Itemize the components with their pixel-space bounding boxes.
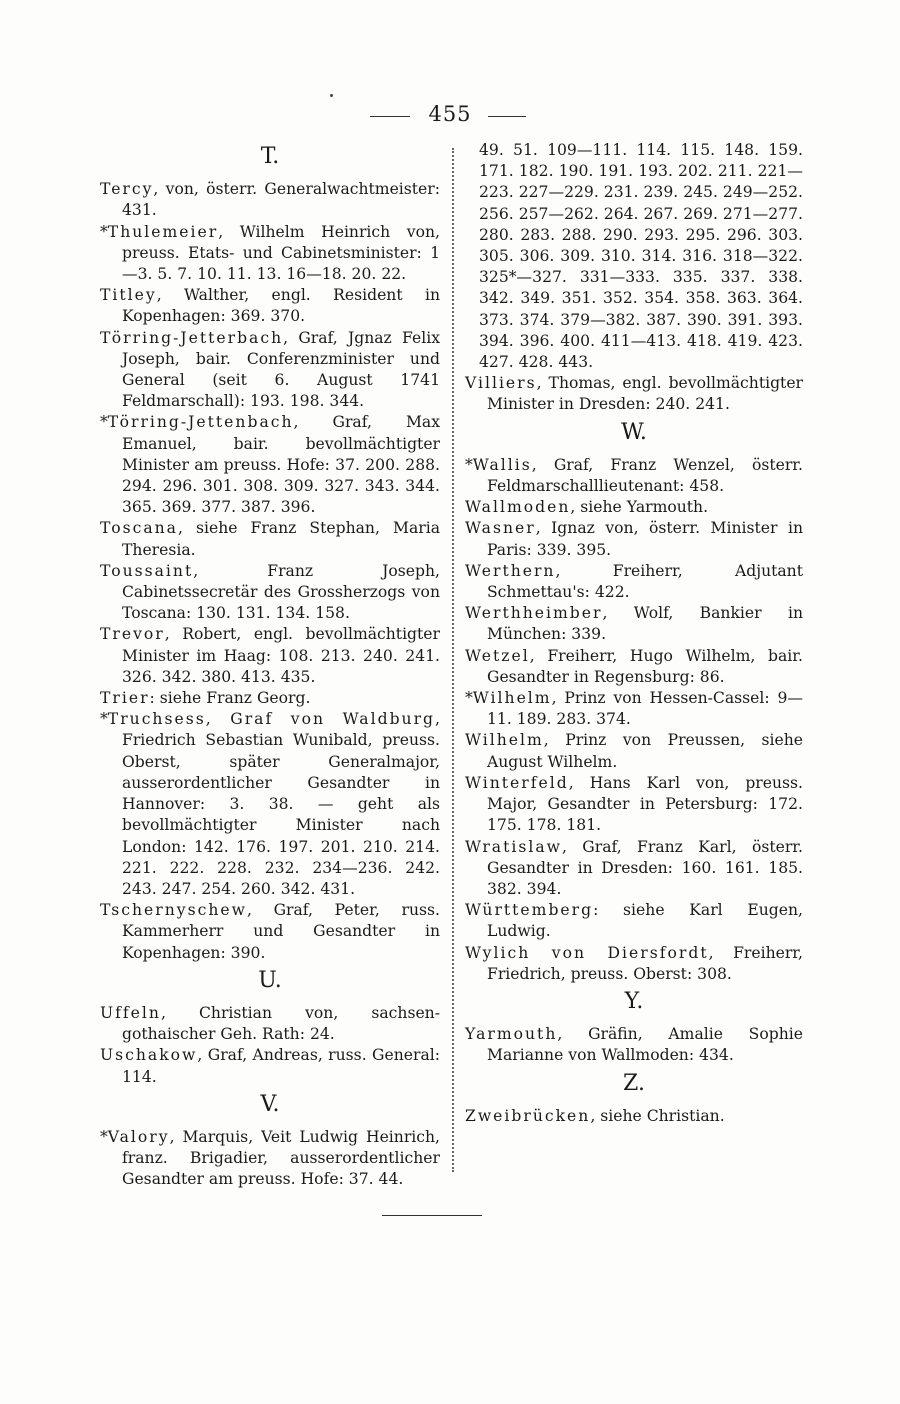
entry-name: Wetzel [465,646,530,665]
section-letter: T. [260,144,280,169]
left-column [100,140,440,1191]
section-letter: U. [258,967,282,993]
page-header [0,100,900,130]
entry-text: , Robert, engl. bevollmächtigter Minister im Haag: 108. 213. 240. 241. 326. 342. 380. 413. 435. [122,625,440,686]
index-entry [465,455,803,497]
entry-text: , Marquis, Veit Ludwig Heinrich, franz. Brigadier, ausserordentlicher Gesandter am preuss. Hofe: 37. 44. [122,1127,440,1189]
index-entry [100,1045,440,1087]
entry-name: Yarmouth [465,1025,558,1044]
entry-name: Toscana [100,519,178,538]
entry-text: , Graf, Franz Karl, österr. Gesandter in Dresden: 160. 161. 185. 382. 394. [487,837,803,898]
index-entry [100,518,440,560]
section-letter: W. [621,419,647,445]
index-entry [100,624,440,688]
page-number: 455 [428,102,472,126]
entry-name: Werthheimber [465,604,603,623]
index-entry [100,688,440,709]
entry-name: Uschakow [100,1046,198,1065]
entry-text: , Freiherr, Friedrich, preuss. Oberst: 308. [487,943,803,983]
entry-text: , Graf, Jgnaz Felix Joseph, bair. Conferenzminister und General (seit 6. August 1741 Feldmarschall): 193. 198. 344. [122,328,440,411]
entry-text: , Freiherr, Hugo Wilhelm, bair. Gesandter in Regensburg: 86. [487,646,803,686]
index-entry [100,222,440,286]
section-letter: Z. [623,1070,645,1096]
entry-text: : siehe Karl Eugen, Ludwig. [487,901,803,941]
entry-name: Werthern [465,561,556,580]
right-column [465,140,803,1127]
entry-name: Toussaint [100,561,194,580]
index-entry [465,1024,803,1066]
index-entry [465,900,803,942]
index-entry [465,688,803,730]
section-letter: V. [260,1091,280,1117]
index-entry [465,561,803,603]
entry-text: , Thomas, engl. bevollmächtigter Minister in Dresden: 240. 241. [487,374,803,414]
entry-name: Uffeln [100,1003,161,1022]
entry-text: , Christian von, sachsen-gothaischer Geh. Rath: 24. [122,1003,440,1044]
entry-text: , Franz Joseph, Cabinetssecretär des Grossherzogs von Toscana: 130. 131. 134. 158. [122,561,440,623]
index-entry [465,518,803,560]
index-entry [465,1106,803,1127]
entry-name: Törring-Jetterbach [100,328,284,347]
index-entry [100,328,440,413]
column-divider [452,148,454,1172]
index-entry [100,561,440,625]
index-entry [465,943,803,985]
index-entry [100,412,440,518]
entry-name: Wallmoden [465,498,571,517]
header-rule-left [370,116,410,117]
index-entry [100,709,440,900]
entry-text: : siehe Franz Georg. [149,689,311,708]
entry-name: Zweibrücken [465,1106,591,1125]
index-entry [100,179,440,221]
index-entry [100,1003,440,1045]
entry-name: Wylich von Diersfordt [465,943,709,962]
entry-text: , von, österr. Generalwachtmeister: 431. [122,180,440,220]
entry-text: , siehe Yarmouth. [570,498,709,517]
entry-name: Tschernyschew [100,901,247,920]
index-entry [465,603,803,645]
asterisk-mark: * [100,222,108,241]
entry-name: Württemberg [465,901,594,920]
entry-text: , Hans Karl von, preuss. Major, Gesandter in Petersburg: 172. 175. 178. 181. [487,773,803,835]
entry-name: Thulemeier [107,222,219,241]
entry-name: Tercy [100,180,154,199]
entry-text: , Prinz von Preussen, siehe August Wilhelm. [487,731,803,771]
entry-name: Winterfeld [465,773,569,792]
entry-text: , Graf, Franz Wenzel, österr. Feldmarschalllieutenant: 458. [487,455,803,496]
entry-text: , Wolf, Bankier in München: 339. [487,604,803,644]
entry-text: , Walther, engl. Resident in Kopenhagen: 369. 370. [122,286,440,326]
entry-text: , Friedrich Sebastian Wunibald, preuss. Oberst, später Generalmajor, ausserordentlicher Gesandter in Hannover: 3. 38. — geht als bevollmächtigter Minister nach London: 142. 176. 197. 201. 210. 214. 221. 222. 228. 232. 234—236. 242. 243. 247. 254. 260. 342. 431. [122,710,440,898]
entry-text: , Graf, Max Emanuel, bair. bevollmächtigter Minister am preuss. Hofe: 37. 200. 288. 294. 296. 301. 308. 309. 327. 343. 344. 365. 369. 377. 387. 396. [122,413,440,517]
asterisk-mark: * [100,1127,108,1146]
section-letter: Y. [624,988,644,1014]
entry-name: Törring-Jettenbach [107,413,294,432]
asterisk-mark: * [100,413,108,432]
entry-name: Trier [100,689,150,708]
index-entry [465,373,803,415]
asterisk-mark: * [465,455,473,474]
entry-name: Wallis [472,455,532,474]
index-entry [100,900,440,964]
entry-name: Wilhelm [472,689,552,708]
entry-text: , siehe Christian. [590,1106,725,1125]
entry-text: , Gräfin, Amalie Sophie Marianne von Wallmoden: 434. [487,1025,803,1065]
ink-speck [330,94,333,97]
index-entry [465,646,803,688]
entry-name: Valory [107,1127,170,1146]
continuation-page-refs: 49. 51. 109—111. 114. 115. 148. 159. 171. 182. 190. 191. 193. 202. 211. 221—223. 227—229. 231. 239. 245. 249—252. 256. 257—262. 264. 267. 269. 271—277. 280. 283. 288. 290. 293. 295. 296. 303. 305. 306. 309. 310. 314. 316. 318—322. 325*—327. 331—333. 335. 337. 338. 342. 349. 351. 352. 354. 358. 363. 364. 373. 374. 379—382. 387. 390. 391. 393. 394. 396. 400. 411—413. 418. 419. 423. 427. 428. 443. [479,141,803,372]
index-entry [465,837,803,901]
index-entry [100,1127,440,1191]
entry-name: Villiers [465,374,537,393]
entry-text: , Prinz von Hessen-Cassel: 9—11. 189. 283. 374. [487,689,803,729]
index-entry [465,497,803,518]
entry-text: , Freiherr, Adjutant Schmettau's: 422. [487,561,803,602]
entry-text: , Graf, Peter, russ. Kammerherr und Gesandter in Kopenhagen: 390. [122,901,440,962]
entry-text: , Wilhelm Heinrich von, preuss. Etats- und Cabinetsminister: 1—3. 5. 7. 10. 11. 13. 16—18. 20. 22. [122,222,440,284]
entry-text: , siehe Franz Stephan, Maria Theresia. [122,519,440,559]
asterisk-mark: * [100,710,108,729]
entry-name: Wratislaw [465,837,562,856]
asterisk-mark: * [465,689,473,708]
entry-text: , Ignaz von, österr. Minister in Paris: 339. 395. [487,519,803,559]
index-entry [100,285,440,327]
entry-name: Truchsess, Graf von Waldburg [107,710,436,729]
header-rule-right [488,116,526,117]
index-entry [465,773,803,837]
entry-name: Titley [100,286,157,305]
footer-rule [382,1215,482,1216]
entry-name: Trevor [100,625,165,644]
entry-name: Wilhelm [465,731,544,750]
entry-name: Wasner [465,519,536,538]
entry-text: , Graf, Andreas, russ. General: 114. [122,1046,440,1086]
index-entry [465,730,803,772]
